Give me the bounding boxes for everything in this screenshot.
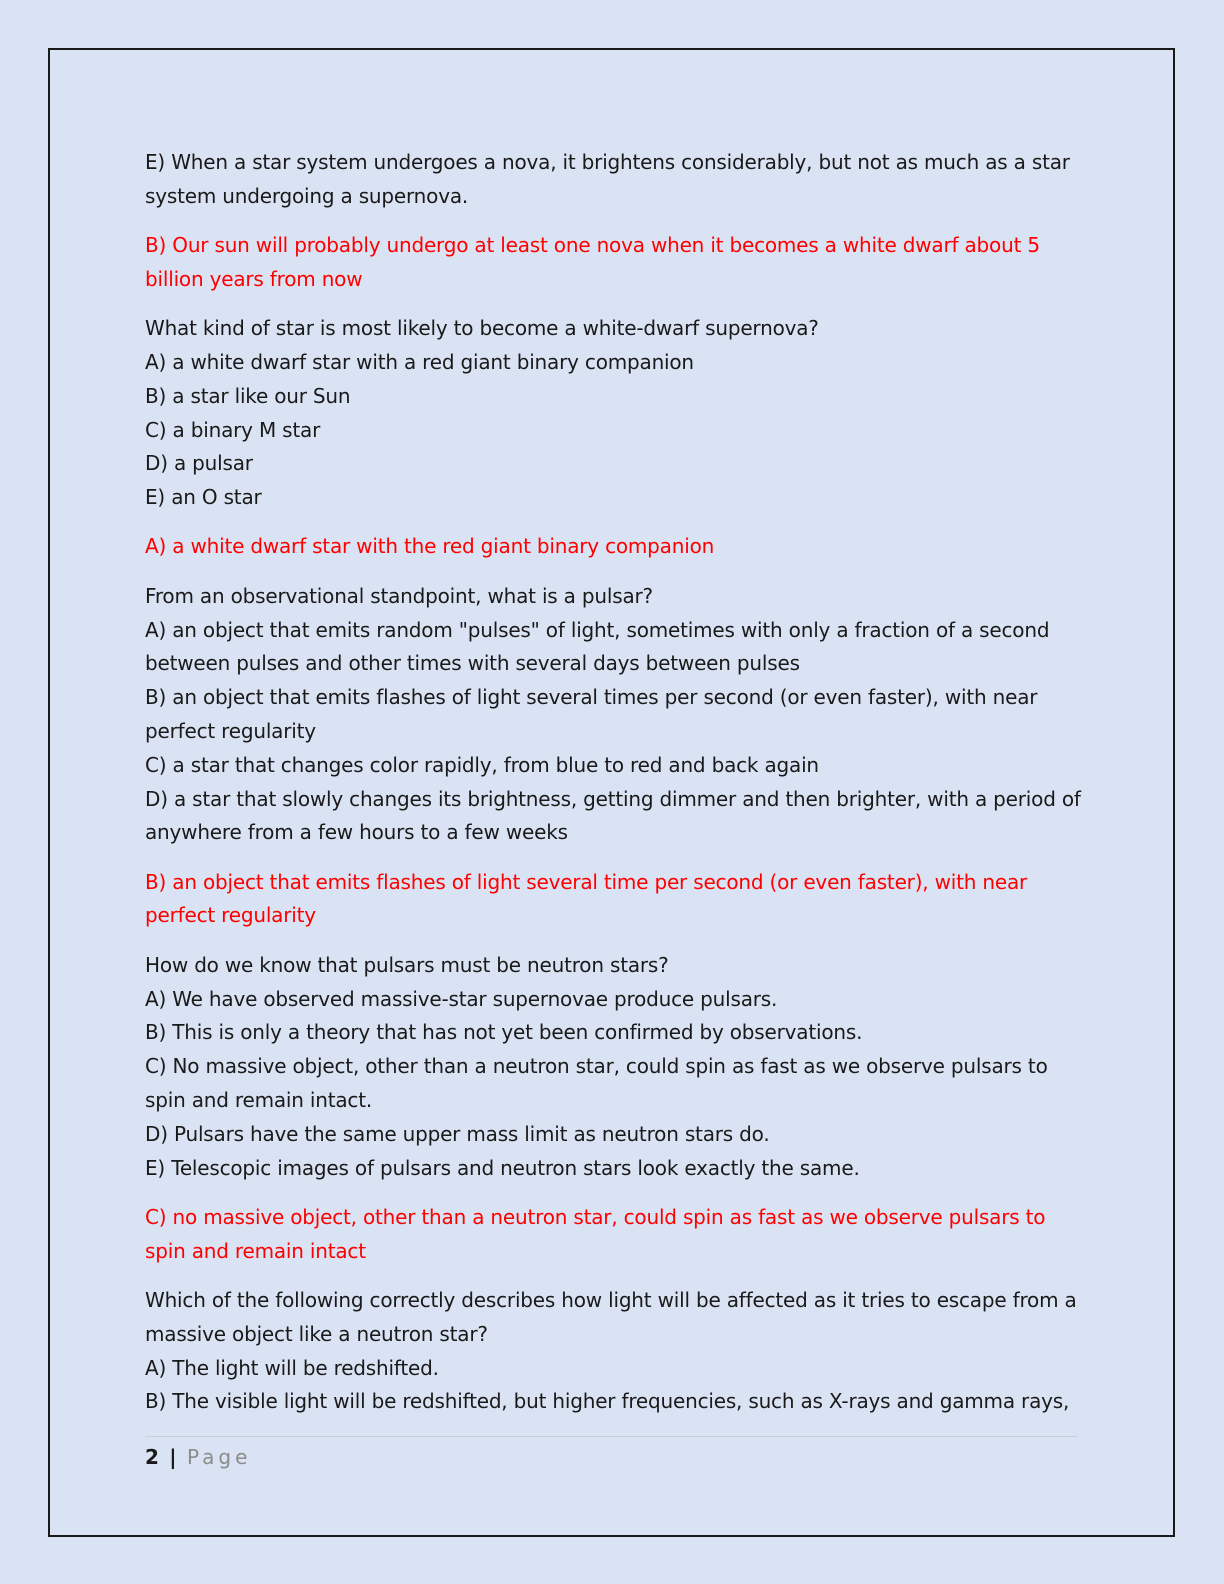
question-block bbox=[145, 580, 1085, 850]
answer-line: A) a white dwarf star with the red giant binary companion bbox=[145, 534, 715, 559]
option-b: B) This is only a theory that has not yet been confirmed by observations. bbox=[145, 1020, 863, 1045]
answer-block bbox=[145, 866, 1085, 934]
option-c: C) No massive object, other than a neutron star, could spin as fast as we observe pulsars to spin and remain intact. bbox=[145, 1054, 1048, 1112]
option-b: B) a star like our Sun bbox=[145, 383, 351, 408]
answer-block bbox=[145, 229, 1085, 297]
option-c: C) a star that changes color rapidly, from blue to red and back again bbox=[145, 752, 819, 777]
page-label: Page bbox=[186, 1445, 252, 1469]
question-block bbox=[145, 949, 1085, 1186]
question-text: From an observational standpoint, what is a pulsar? bbox=[145, 583, 653, 608]
question-text: How do we know that pulsars must be neutron stars? bbox=[145, 952, 669, 977]
document-page bbox=[48, 48, 1175, 1537]
question-block bbox=[145, 312, 1085, 515]
answer-block bbox=[145, 530, 1085, 564]
question-text: What kind of star is most likely to become a white-dwarf supernova? bbox=[145, 316, 819, 341]
question-text: Which of the following correctly describes how light will be affected as it tries to escape from a massive object like a neutron star? bbox=[145, 1287, 1077, 1346]
answer-block bbox=[145, 1201, 1085, 1269]
footer-divider bbox=[145, 1436, 1077, 1437]
option-a: A) We have observed massive-star supernovae produce pulsars. bbox=[145, 986, 778, 1011]
page-footer bbox=[145, 1442, 251, 1472]
option-d: D) a pulsar bbox=[145, 451, 253, 476]
text-line: E) When a star system undergoes a nova, it brightens considerably, but not as much as a star system undergoing a supernova. bbox=[145, 150, 1070, 208]
answer-line: C) no massive object, other than a neutron star, could spin as fast as we observe pulsars to spin and remain intact bbox=[145, 1204, 1046, 1263]
option-b: B) an object that emits flashes of light several times per second (or even faster), with near perfect regularity bbox=[145, 685, 1038, 743]
option-e: E) an O star bbox=[145, 485, 262, 510]
option-a: A) a white dwarf star with a red giant binary companion bbox=[145, 349, 694, 374]
option-b: B) The visible light will be redshifted, but higher frequencies, such as X-rays and gamma rays, bbox=[145, 1389, 1070, 1414]
page-content bbox=[145, 146, 1085, 1435]
option-d: D) a star that slowly changes its brightness, getting dimmer and then brighter, with a period of anywhere from a few hours to a few weeks bbox=[145, 786, 1081, 845]
page-number: 2 bbox=[145, 1445, 159, 1469]
answer-line: B) an object that emits flashes of light several time per second (or even faster), with near perfect regularity bbox=[145, 869, 1028, 928]
text-block bbox=[145, 146, 1085, 214]
footer-separator: | bbox=[169, 1445, 177, 1469]
question-block bbox=[145, 1284, 1085, 1419]
option-c: C) a binary M star bbox=[145, 417, 321, 442]
option-a: A) The light will be redshifted. bbox=[145, 1355, 439, 1380]
option-d: D) Pulsars have the same upper mass limit as neutron stars do. bbox=[145, 1121, 770, 1146]
option-a: A) an object that emits random "pulses" of light, sometimes with only a fraction of a second between pulses and other times with several days between pulses bbox=[145, 617, 1050, 676]
answer-line: B) Our sun will probably undergo at least one nova when it becomes a white dwarf about 5 billion years from now bbox=[145, 233, 1040, 291]
option-e: E) Telescopic images of pulsars and neutron stars look exactly the same. bbox=[145, 1155, 860, 1180]
